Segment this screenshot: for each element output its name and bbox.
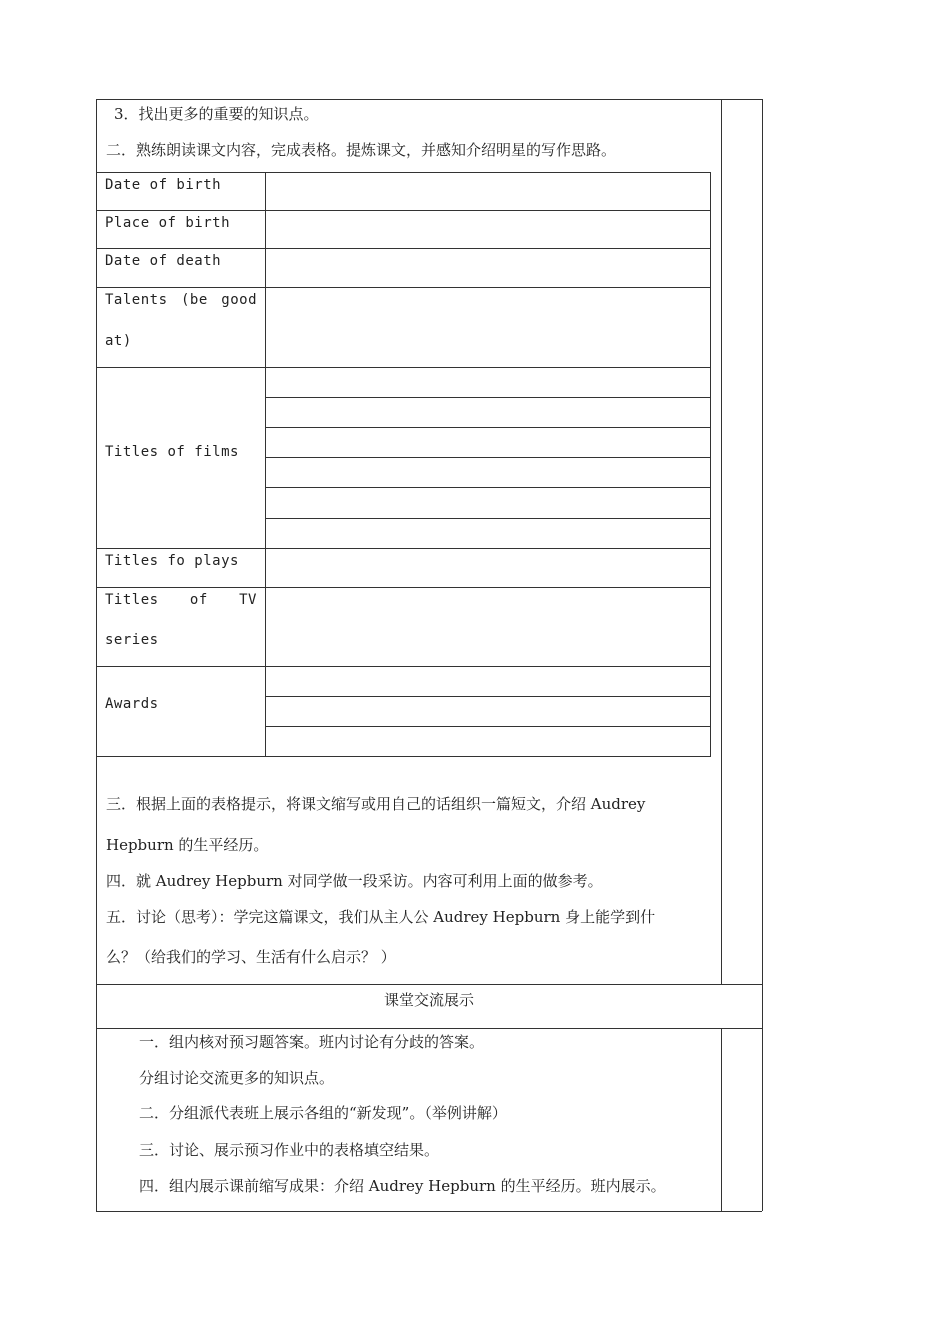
- titles-of-tv-label-line1: [105, 592, 257, 608]
- place-of-birth-label-cell: [96, 210, 266, 249]
- film-answer-row-6[interactable]: [265, 518, 711, 549]
- section-header-bottom-line: [96, 1028, 762, 1029]
- talents-label-line2: at): [105, 333, 132, 349]
- class-step-3: 三．讨论、展示预习作业中的表格填空结果。: [139, 1141, 440, 1159]
- titles-of-tv-series-label-cell: [96, 587, 266, 667]
- tv-word-3: TV: [239, 592, 257, 608]
- tv-series-answer-cell[interactable]: [265, 587, 711, 667]
- awards-label: Awards: [105, 696, 159, 712]
- instruction-item-3: 3．找出更多的重要的知识点。: [114, 105, 319, 123]
- film-answer-row-4[interactable]: [265, 457, 711, 488]
- talents-label-cell: [96, 287, 266, 368]
- section-header-title: 课堂交流展示: [383, 991, 474, 1009]
- titles-of-films-label-cell: [96, 367, 266, 549]
- frame-top-border: [96, 99, 762, 100]
- date-of-death-label: Date of death: [105, 253, 222, 269]
- date-of-death-answer-cell[interactable]: [265, 248, 711, 288]
- talents-word-1: Talents: [105, 292, 168, 308]
- film-answer-row-2[interactable]: [265, 397, 711, 428]
- section-header-top-line: [96, 984, 762, 985]
- talents-answer-cell[interactable]: [265, 287, 711, 368]
- class-step-1b: 分组讨论交流更多的知识点。: [139, 1069, 335, 1087]
- titles-of-films-label: Titles of films: [105, 444, 239, 460]
- titles-of-plays-label-cell: [96, 548, 266, 588]
- talents-word-2: (be: [181, 292, 208, 308]
- instruction-item-2: 二．熟练朗读课文内容，完成表格。提炼课文，并感知介绍明星的写作思路。: [106, 141, 617, 159]
- place-of-birth-answer-cell[interactable]: [265, 210, 711, 249]
- task-4: 四．就 Audrey Hepburn 对同学做一段采访。内容可利用上面的做参考。: [106, 872, 603, 890]
- date-of-birth-label: Date of birth: [105, 177, 222, 193]
- awards-label-cell: [96, 666, 266, 757]
- titles-of-plays-label: Titles fo plays: [105, 553, 239, 569]
- frame-bottom-border: [96, 1211, 762, 1212]
- place-of-birth-label: Place of birth: [105, 215, 231, 231]
- class-step-2: 二．分组派代表班上展示各组的“新发现”。（举例讲解）: [139, 1104, 507, 1122]
- class-step-4: 四．组内展示课前缩写成果：介绍 Audrey Hepburn 的生平经历。班内展示。: [139, 1177, 666, 1195]
- class-step-1: 一．组内核对预习题答案。班内讨论有分歧的答案。: [139, 1033, 485, 1051]
- awards-answer-row-3[interactable]: [265, 726, 711, 757]
- tv-word-1: Titles: [105, 592, 159, 608]
- date-of-death-label-cell: [96, 248, 266, 288]
- film-answer-row-1[interactable]: [265, 367, 711, 398]
- awards-answer-row-1[interactable]: [265, 666, 711, 697]
- talents-word-3: good: [221, 292, 257, 308]
- side-column-divider-top: [721, 99, 722, 984]
- tv-word-2: of: [189, 592, 208, 608]
- date-of-birth-answer-cell[interactable]: [265, 172, 711, 211]
- task-3-line1: 三．根据上面的表格提示，将课文缩写或用自己的话组织一篇短文，介绍 Audrey: [106, 795, 646, 813]
- task-3-line2: Hepburn 的生平经历。: [106, 836, 269, 854]
- side-column-divider-bottom: [721, 1028, 722, 1211]
- task-5-line1: 五．讨论（思考）：学完这篇课文，我们从主人公 Audrey Hepburn 身上能学到什: [106, 908, 656, 926]
- date-of-birth-label-cell: [96, 172, 266, 211]
- awards-answer-row-2[interactable]: [265, 696, 711, 727]
- film-answer-row-3[interactable]: [265, 427, 711, 458]
- plays-answer-cell[interactable]: [265, 548, 711, 588]
- talents-label-line1: [105, 292, 257, 308]
- task-5-line2: 么？（给我们的学习、生活有什么启示？ ）: [106, 948, 396, 966]
- film-answer-row-5[interactable]: [265, 487, 711, 519]
- frame-right-border: [762, 99, 763, 1211]
- titles-of-tv-label-line2: series: [105, 632, 159, 648]
